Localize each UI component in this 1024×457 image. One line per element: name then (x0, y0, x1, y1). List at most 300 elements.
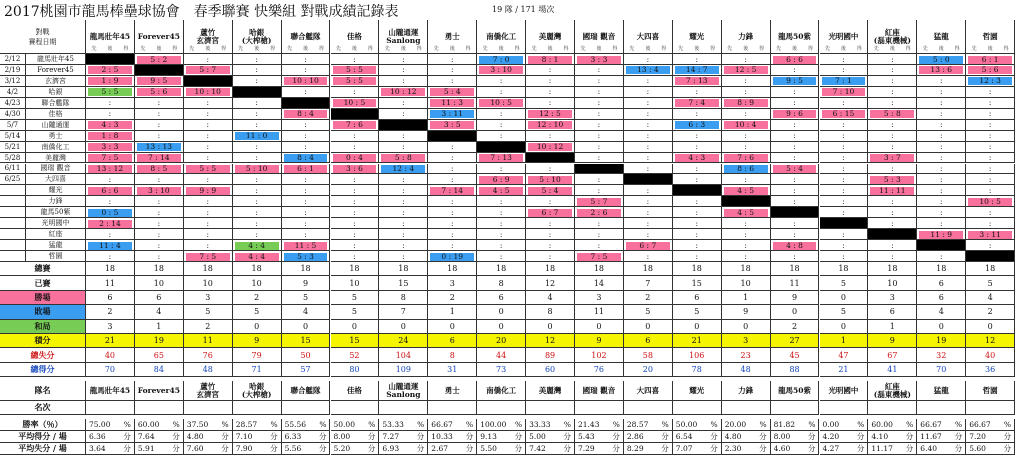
bottom-value (722, 431, 771, 443)
match-cell (86, 109, 135, 120)
match-score: : (353, 87, 356, 97)
match-score: : (353, 229, 356, 239)
bottom-value (722, 419, 771, 431)
match-score: : (597, 65, 601, 75)
match-score: 5 : 3 (284, 253, 328, 261)
match-score: 14 : 7 (675, 66, 719, 74)
match-score: 10 : 5 (479, 99, 523, 107)
bottom-value (86, 419, 135, 431)
stat-value: 45 (771, 348, 820, 362)
bottom-value (673, 443, 722, 455)
match-score: : (842, 120, 845, 130)
sub-headers (428, 45, 476, 53)
value: 4.27 (822, 444, 840, 454)
match-cell (575, 229, 624, 240)
match-cell (331, 174, 380, 185)
unit: 分 (221, 444, 229, 454)
schedule-date: 4/23 (0, 98, 26, 109)
stat-value: 2 (86, 305, 135, 319)
stat-value: 11 (771, 276, 820, 290)
sub-header: 先 (482, 46, 488, 52)
match-cell (917, 109, 966, 120)
match-cell (233, 229, 282, 240)
bottom-value (673, 419, 722, 431)
value: 55.56 (284, 420, 307, 430)
team-name: 紅座 (884, 27, 900, 37)
bottom-value (233, 431, 282, 443)
team-name: 龍馬壯年45 (89, 31, 131, 41)
sub-header: 後 (547, 46, 553, 52)
match-score: : (939, 218, 943, 228)
rank-value (282, 401, 331, 415)
match-score: : (304, 131, 307, 141)
row-team-name: 國瑞 觀音 (26, 164, 86, 175)
row-team-name: 大四喜 (26, 174, 86, 185)
match-cell (966, 142, 1015, 153)
match-cell (575, 207, 624, 218)
match-score: 5 : 0 (919, 56, 963, 64)
match-cell (673, 131, 722, 142)
match-cell (477, 153, 526, 164)
stat-value: 23 (722, 348, 771, 362)
value: 4.60 (773, 444, 791, 454)
sub-headers (820, 45, 868, 53)
match-cell (966, 76, 1015, 87)
sub-header: 後 (987, 46, 993, 52)
match-cell (820, 76, 869, 87)
match-score: 8 : 6 (724, 165, 768, 173)
match-score: : (304, 142, 307, 152)
stat-value: 5 (331, 305, 380, 319)
stat-value: 27 (771, 334, 820, 348)
rank-value (575, 401, 624, 415)
match-cell (673, 120, 722, 131)
stat-value: 0 (428, 320, 477, 334)
match-cell (917, 174, 966, 185)
team-name: 猛龍 (933, 385, 949, 395)
self-match-cell (526, 153, 575, 164)
unit: 分 (514, 444, 523, 454)
match-cell (233, 153, 282, 164)
match-score: 8 : 4 (284, 154, 328, 162)
stat-value: 18 (868, 262, 917, 276)
match-cell (184, 98, 233, 109)
match-score: : (255, 109, 258, 119)
match-cell (379, 174, 428, 185)
team-name: 耀光 (689, 385, 705, 395)
match-score: : (891, 131, 894, 141)
team-name-sub: Sanlong (386, 35, 421, 45)
bottom-value (184, 431, 233, 443)
team-name: Forever45 (137, 385, 180, 395)
match-score: : (450, 196, 454, 206)
match-score: : (206, 196, 209, 206)
team-name: 大四喜 (636, 385, 660, 395)
value: 6.40 (920, 444, 937, 454)
match-score: : (744, 142, 747, 152)
stat-value: 2 (771, 320, 820, 334)
match-score: : (157, 131, 161, 141)
match-score: : (597, 153, 601, 163)
match-score: : (499, 196, 503, 206)
match-score: : (842, 185, 845, 195)
team-header (624, 20, 673, 54)
unit: 分 (661, 444, 669, 454)
match-score: 10 : 10 (284, 77, 328, 85)
match-cell (917, 131, 966, 142)
team-name: 國瑞 觀音 (582, 385, 616, 395)
match-cell (233, 131, 282, 142)
match-cell (868, 207, 917, 218)
match-score: : (255, 120, 258, 130)
match-cell (526, 164, 575, 175)
row-team-name: 光明國中 (26, 218, 86, 229)
match-cell (233, 109, 282, 120)
match-score: : (695, 109, 698, 119)
bottom-team-name (820, 381, 869, 401)
match-cell (282, 142, 331, 153)
stat-value: 18 (331, 262, 380, 276)
match-cell (379, 229, 428, 240)
rank-value (868, 401, 917, 415)
match-cell (477, 229, 526, 240)
bottom-value (771, 431, 820, 443)
unit: % (466, 420, 474, 430)
match-score: : (695, 240, 698, 250)
match-cell (771, 87, 820, 98)
row-team-name: 猛龍 (26, 240, 86, 251)
match-cell (135, 164, 184, 175)
unit: % (319, 420, 327, 430)
match-score: : (597, 240, 601, 250)
sub-header: 後 (351, 46, 357, 52)
match-score: 7 : 1 (822, 77, 866, 85)
rank-value (673, 401, 722, 415)
match-cell (184, 207, 233, 218)
unit: % (514, 420, 523, 430)
match-cell (526, 109, 575, 120)
team-name: 聯合艦隊 (290, 385, 321, 395)
stat-value: 18 (673, 262, 722, 276)
stat-value: 11 (86, 276, 135, 290)
sub-header: 後 (449, 46, 455, 52)
match-cell (379, 98, 428, 109)
match-cell (526, 131, 575, 142)
match-score: 7 : 0 (479, 56, 523, 64)
match-cell (331, 196, 380, 207)
match-score: : (842, 153, 845, 163)
match-score: 7 : 14 (430, 187, 474, 195)
sub-header: 先 (971, 46, 977, 52)
stat-value: 0 (331, 320, 380, 334)
stat-value: 18 (820, 262, 869, 276)
match-score: : (842, 54, 845, 64)
match-score: 7 : 5 (577, 253, 621, 261)
match-cell (428, 54, 477, 65)
rank-value (428, 401, 477, 415)
value: 5.43 (578, 432, 595, 442)
match-score: 6 : 3 (675, 121, 719, 129)
match-score: : (499, 240, 503, 250)
self-match-cell (86, 54, 135, 65)
match-cell (673, 218, 722, 229)
stat-label: 已賽 (0, 276, 86, 290)
schedule-date: 5/14 (0, 131, 26, 142)
match-score: 4 : 8 (773, 242, 817, 250)
match-score: 6 : 7 (528, 209, 572, 217)
match-cell (233, 76, 282, 87)
match-score: 5 : 5 (88, 88, 132, 96)
team-name: 佳格 (346, 385, 362, 395)
sub-header: 後 (840, 46, 846, 52)
match-cell (917, 153, 966, 164)
value: 7.42 (529, 444, 546, 454)
team-header (820, 20, 869, 54)
match-cell (526, 174, 575, 185)
team-name: 山隴通運 (388, 381, 419, 391)
match-score: : (793, 251, 796, 261)
stat-value: 7 (379, 305, 428, 319)
match-score: : (157, 218, 161, 228)
bottom-value (624, 431, 673, 443)
match-cell (820, 120, 869, 131)
match-cell (917, 207, 966, 218)
stat-value: 67 (868, 348, 917, 362)
page-title: 2017桃園市龍馬棒壘球協會 春季聯賽 快樂組 對戰成績記錄表 (4, 4, 399, 20)
bottom-team-name (428, 381, 477, 401)
sub-headers (624, 45, 672, 53)
match-cell (966, 54, 1015, 65)
stat-value: 9 (282, 276, 331, 290)
unit: % (955, 420, 963, 430)
team-header (331, 20, 380, 54)
match-cell (868, 251, 917, 262)
match-cell (820, 251, 869, 262)
row-team-name: 南僑化工 (26, 142, 86, 153)
match-cell (673, 240, 722, 251)
match-cell (820, 164, 869, 175)
stat-value: 24 (379, 334, 428, 348)
schedule-date: 2/12 (0, 54, 26, 65)
sub-header: 得 (807, 46, 813, 52)
unit: 分 (465, 444, 474, 454)
bottom-value (966, 431, 1015, 443)
sub-header: 得 (270, 46, 276, 52)
sub-header: 先 (580, 46, 586, 52)
match-score: : (695, 251, 698, 261)
stat-value: 10 (233, 276, 282, 290)
match-score: : (402, 185, 405, 195)
bottom-value (917, 419, 966, 431)
bottom-value (135, 419, 184, 431)
stat-value: 8 (428, 348, 477, 362)
match-score: : (695, 196, 698, 206)
match-score: : (304, 207, 307, 217)
match-score: : (793, 65, 796, 75)
match-score: : (255, 76, 258, 86)
match-score: : (206, 174, 209, 184)
match-score: : (646, 120, 650, 130)
stat-value: 2 (966, 305, 1015, 319)
team-name: 聯合艦隊 (290, 31, 321, 41)
bottom-value (868, 419, 917, 431)
match-cell (820, 174, 869, 185)
unit: 分 (172, 432, 180, 442)
match-cell (135, 87, 184, 98)
match-score: 12 : 5 (724, 66, 768, 74)
match-score: : (842, 142, 845, 152)
match-cell (624, 153, 673, 164)
stat-label: 和局 (0, 320, 86, 334)
match-score: : (939, 164, 943, 173)
stat-value: 32 (917, 348, 966, 362)
row-team-name: Forever45 (26, 65, 86, 76)
match-score: 1 : 9 (88, 77, 132, 85)
match-score: 2 : 14 (88, 220, 132, 228)
match-score: : (108, 98, 112, 108)
match-cell (428, 207, 477, 218)
sub-headers (233, 45, 281, 53)
match-score: 3 : 11 (968, 231, 1012, 239)
stat-value: 1 (722, 291, 771, 305)
match-cell (233, 185, 282, 196)
bottom-team-name (282, 381, 331, 401)
value: 66.67 (431, 420, 453, 430)
match-score: 4 : 4 (235, 242, 279, 250)
match-cell (428, 76, 477, 87)
unit: 分 (318, 432, 327, 442)
match-score: : (255, 196, 258, 206)
match-score: 2 : 5 (88, 66, 132, 74)
match-cell (282, 174, 331, 185)
unit: 分 (514, 432, 523, 442)
match-cell (135, 240, 184, 251)
value: 21.43 (578, 420, 600, 430)
bottom-value (331, 443, 380, 455)
match-score: : (353, 54, 356, 64)
match-score: 10 : 12 (528, 143, 572, 151)
match-cell (135, 54, 184, 65)
stat-value: 104 (379, 348, 428, 362)
stat-value: 102 (575, 348, 624, 362)
match-cell (233, 65, 282, 76)
match-cell (526, 76, 575, 87)
stat-value: 0 (526, 320, 575, 334)
match-cell (917, 218, 966, 229)
match-score: : (206, 98, 209, 108)
match-cell (917, 54, 966, 65)
match-cell (428, 87, 477, 98)
match-score: : (695, 87, 698, 97)
match-cell (184, 142, 233, 153)
match-score: : (255, 185, 258, 195)
stat-value: 11 (184, 334, 233, 348)
stat-value: 5 (820, 305, 869, 319)
stat-value: 89 (526, 348, 575, 362)
match-score: : (939, 153, 943, 163)
bottom-value (917, 431, 966, 443)
match-score: 5 : 5 (186, 165, 230, 173)
match-score: 4 : 3 (675, 154, 719, 162)
value: 11.17 (871, 444, 893, 454)
team-name: 龍馬壯年45 (89, 385, 131, 395)
match-cell (233, 218, 282, 229)
sub-header: 先 (238, 46, 244, 52)
bottom-value (526, 431, 575, 443)
unit: % (563, 420, 571, 430)
bottom-team-name (86, 381, 135, 401)
bottom-team-name (771, 381, 820, 401)
match-score: 5 : 10 (528, 176, 572, 184)
unit: % (172, 420, 180, 430)
stat-value: 11 (575, 305, 624, 319)
match-score: : (206, 218, 209, 228)
match-score: 5 : 8 (870, 110, 914, 118)
stat-value: 0 (771, 305, 820, 319)
match-score: : (744, 174, 747, 184)
match-score: : (353, 240, 356, 250)
match-cell (868, 131, 917, 142)
schedule-date (0, 218, 26, 229)
sub-headers (379, 45, 427, 53)
bottom-value (282, 443, 331, 455)
match-cell (282, 185, 331, 196)
match-cell (477, 65, 526, 76)
match-cell (233, 196, 282, 207)
rank-value (233, 401, 282, 415)
value: 7.07 (675, 444, 693, 454)
match-cell (135, 196, 184, 207)
match-cell (673, 229, 722, 240)
match-score: : (939, 109, 943, 119)
match-cell (184, 240, 233, 251)
stat-value: 21 (86, 334, 135, 348)
match-score: 5 : 6 (137, 88, 181, 96)
match-score: 10 : 5 (333, 99, 377, 107)
match-cell (722, 76, 771, 87)
bottom-value (86, 431, 135, 443)
stat-value: 79 (233, 348, 282, 362)
match-cell (868, 142, 917, 153)
self-match-cell (771, 207, 820, 218)
match-cell (428, 120, 477, 131)
sub-headers (722, 45, 770, 53)
match-score: : (206, 120, 209, 130)
unit: 分 (416, 432, 425, 442)
sub-header: 後 (645, 46, 651, 52)
match-score: : (499, 76, 503, 86)
stat-value: 106 (673, 348, 722, 362)
match-cell (379, 142, 428, 153)
match-cell (917, 98, 966, 109)
unit: % (710, 420, 718, 430)
schedule-date: 5/7 (0, 120, 26, 131)
match-score: : (499, 251, 503, 261)
match-cell (771, 54, 820, 65)
sub-header: 先 (824, 46, 830, 52)
match-score: : (499, 120, 503, 130)
match-cell (135, 174, 184, 185)
match-cell (722, 229, 771, 240)
unit: 分 (759, 432, 767, 442)
stat-value: 0 (624, 320, 673, 334)
match-score: 4 : 5 (724, 187, 768, 195)
sub-header: 先 (678, 46, 684, 52)
team-header (722, 20, 771, 54)
sub-header: 後 (938, 46, 944, 52)
match-score: : (402, 218, 405, 228)
bottom-team-name (135, 381, 184, 401)
